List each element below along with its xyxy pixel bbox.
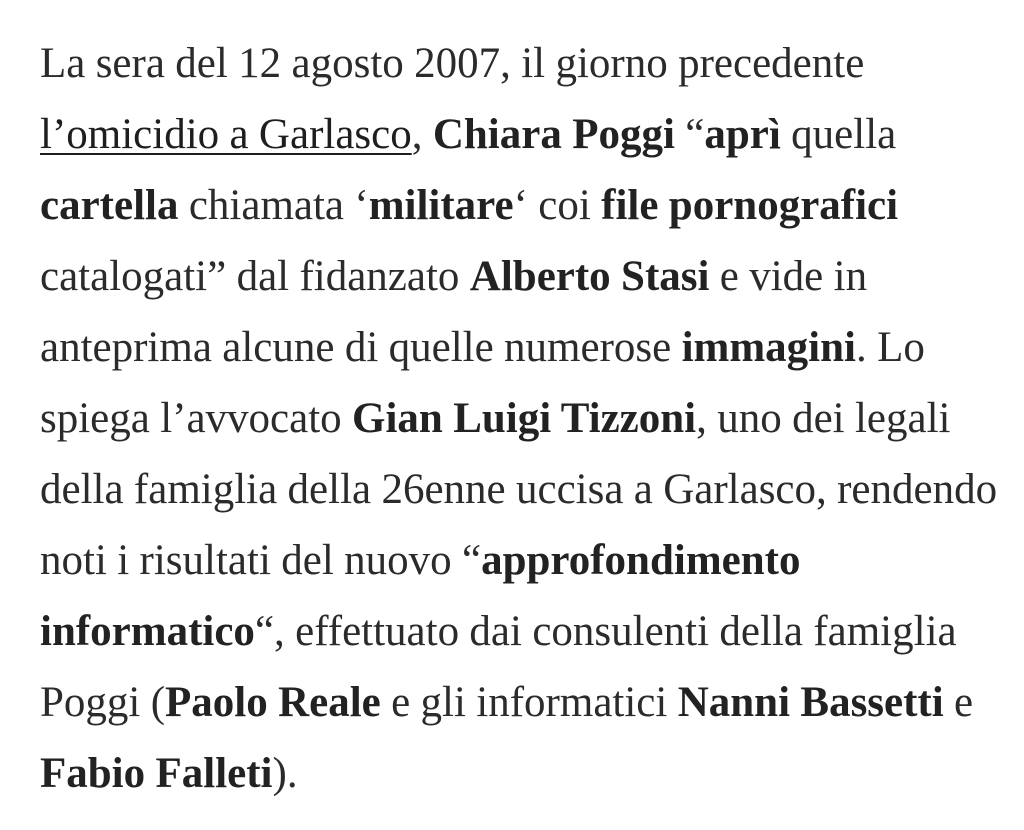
link-omicidio-garlasco[interactable]: l’omicidio a Garlasco — [40, 111, 412, 158]
text-segment: , — [411, 111, 433, 158]
bold-paolo-reale: Paolo Reale — [165, 679, 381, 726]
text-segment: chiamata ‘ — [178, 182, 369, 229]
bold-approfondimento-informatico: approfondimento informatico — [40, 537, 801, 655]
text-segment: “, effettuato dai consulenti della famiglia Poggi ( — [40, 608, 957, 726]
bold-chiara-poggi: Chiara Poggi — [432, 111, 675, 158]
bold-gian-luigi-tizzoni: Gian Luigi Tizzoni — [352, 395, 697, 442]
bold-cartella: cartella — [40, 182, 179, 229]
bold-fabio-falleti: Fabio Falleti — [40, 750, 273, 797]
text-segment: ‘ coi — [513, 182, 602, 229]
text-segment: La sera del 12 agosto 2007, il giorno precedente — [40, 40, 865, 87]
bold-nanni-bassetti: Nanni Bassetti — [677, 679, 944, 726]
text-segment: e — [943, 679, 974, 726]
text-segment: e vide in anteprima alcune di quelle numerose — [40, 253, 868, 371]
text-segment: , uno dei legali della famiglia della 26enne uccisa a Garlasco, rendendo noti i risultati del nuovo “ — [40, 395, 998, 584]
text-segment: ). — [272, 750, 298, 797]
bold-alberto-stasi: Alberto Stasi — [469, 253, 710, 300]
article-paragraph — [40, 28, 1000, 809]
text-segment: “ — [674, 111, 705, 158]
text-segment: e gli informatici — [380, 679, 678, 726]
text-segment: catalogati” dal fidanzato — [40, 253, 470, 300]
text-segment: . Lo spiega l’avvocato — [40, 324, 925, 442]
bold-immagini: immagini — [681, 324, 856, 371]
bold-militare: militare — [368, 182, 514, 229]
text-segment: quella — [780, 111, 897, 158]
bold-file-pornografici: file pornografici — [601, 182, 899, 229]
bold-apri: aprì — [704, 111, 781, 158]
